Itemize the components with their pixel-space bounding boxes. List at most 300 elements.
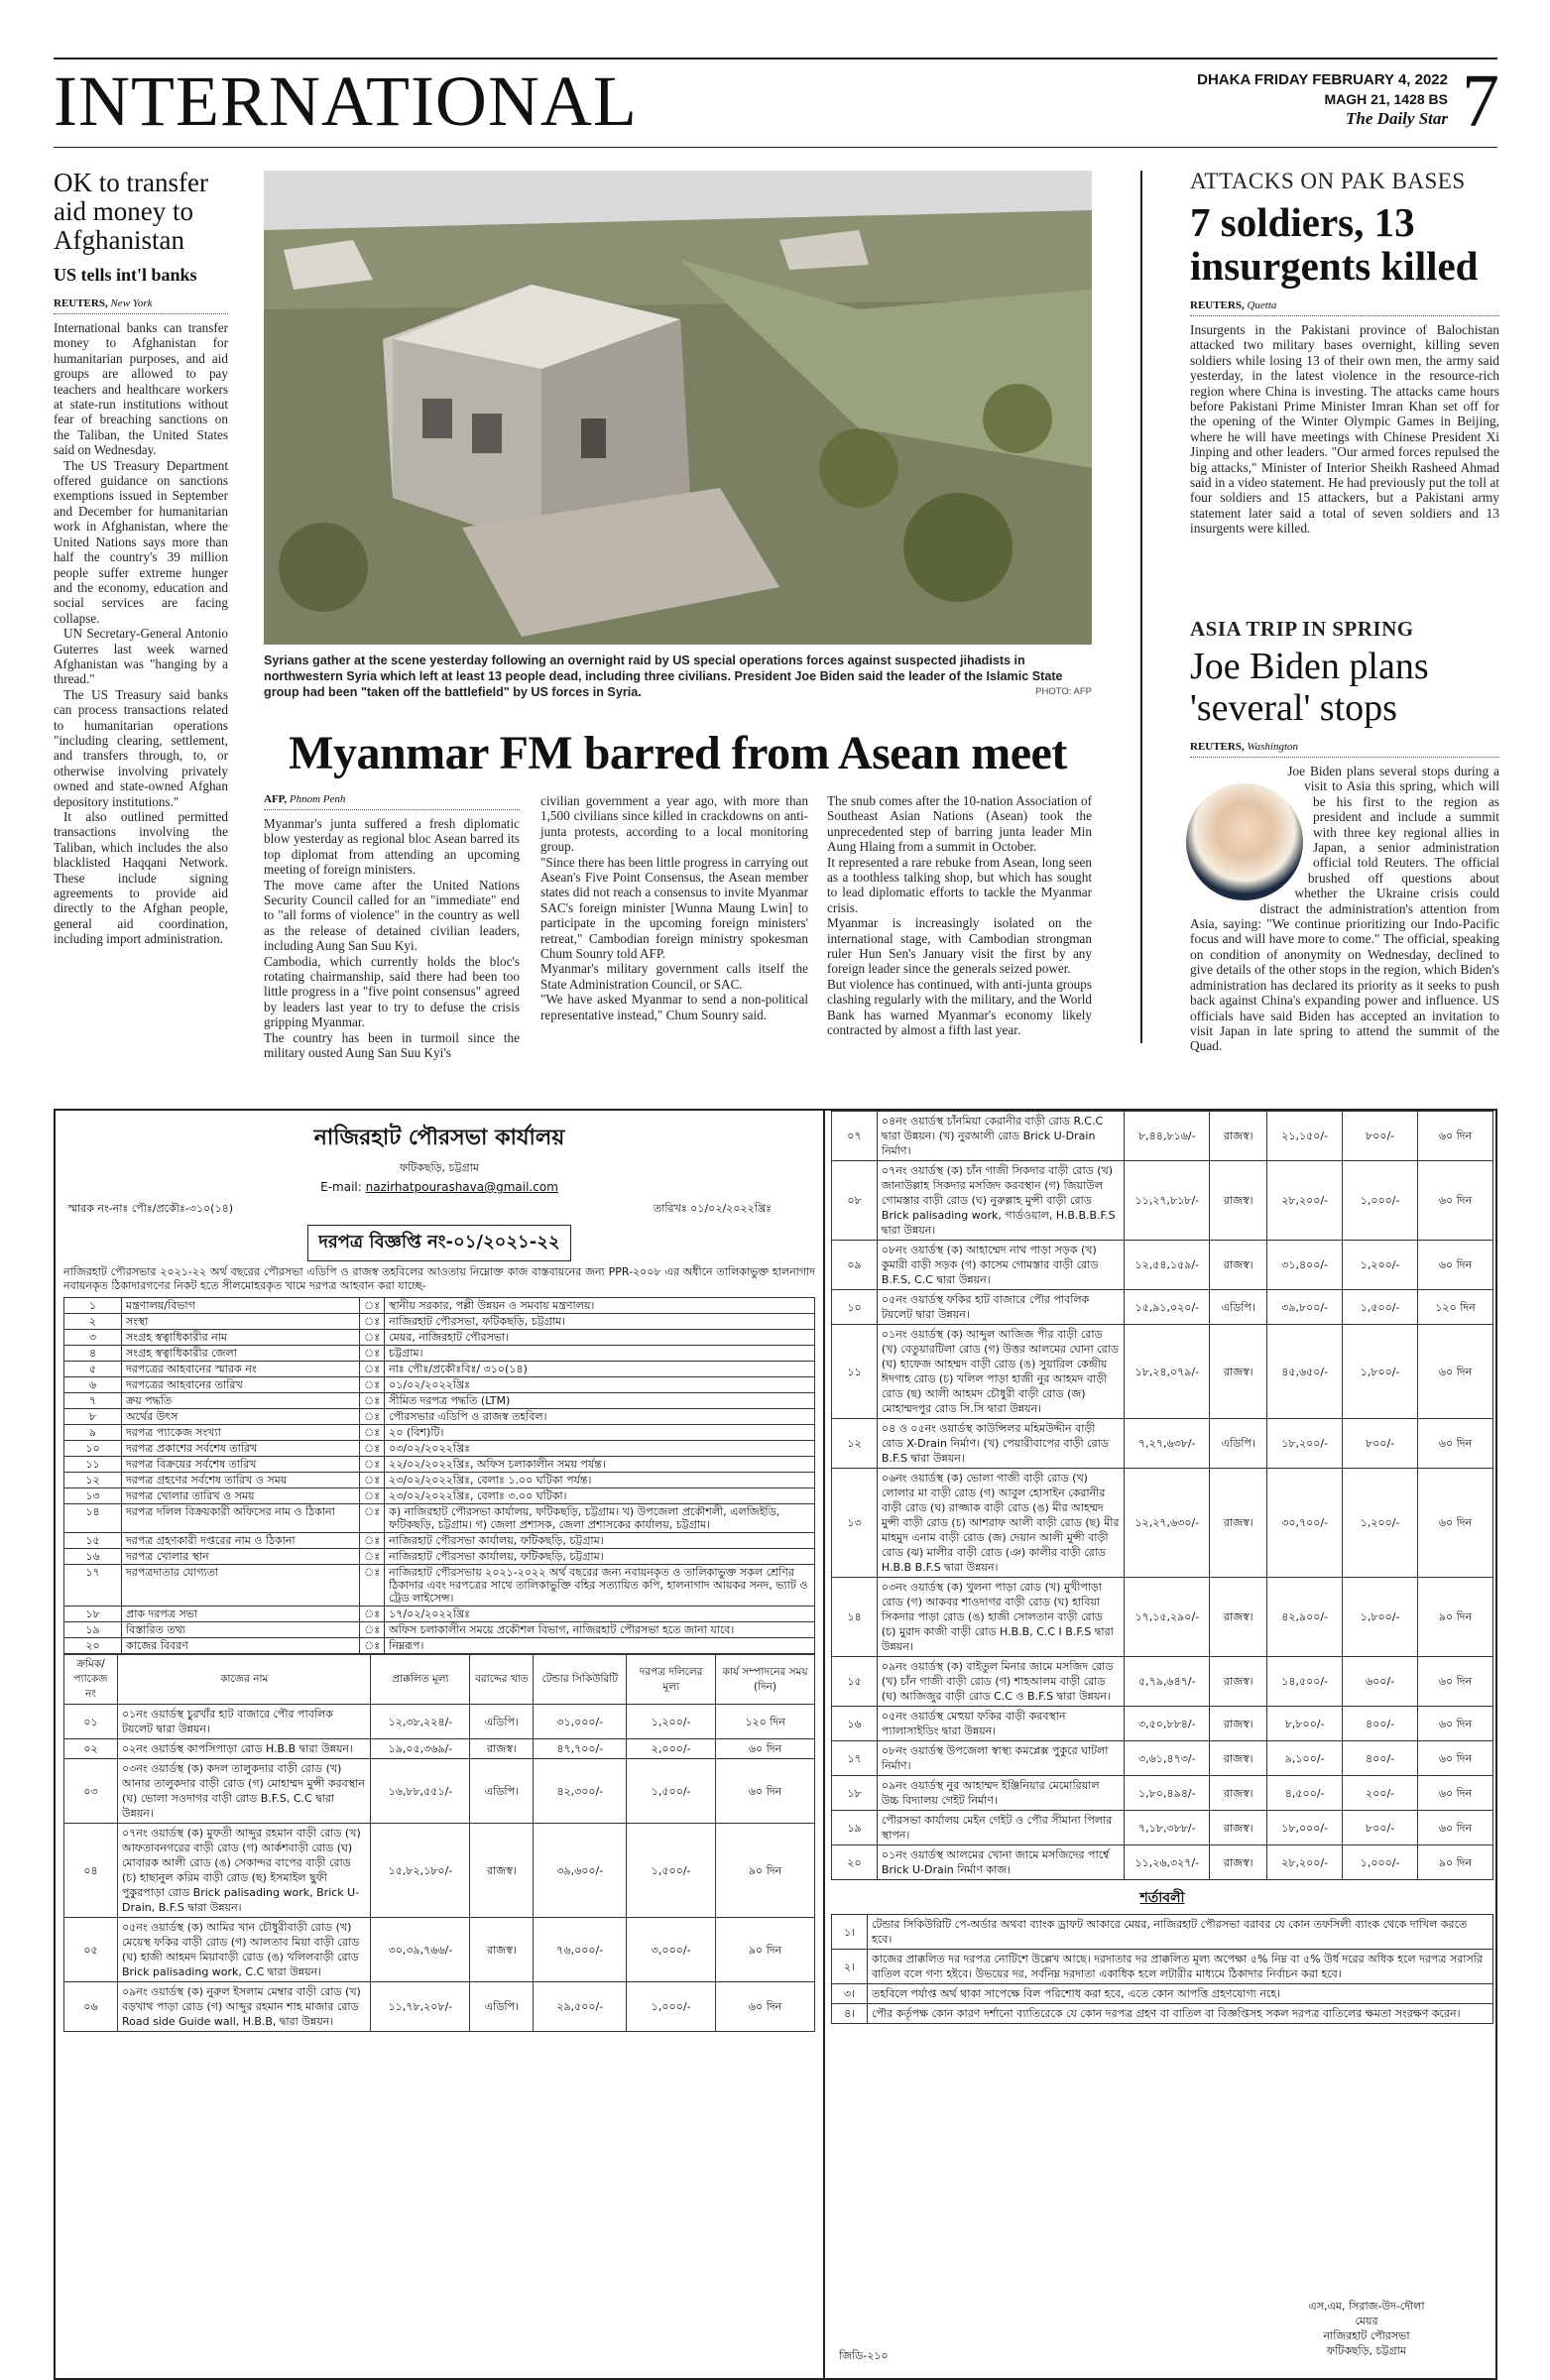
work-cost: ১৯,০৫,৩৬৯/-: [371, 1739, 470, 1759]
work-security: ৩১,০০০/-: [534, 1705, 627, 1739]
info-number: ১৩: [64, 1488, 122, 1504]
info-row: [64, 1622, 815, 1638]
work-days: ৬০ দিন: [1418, 1776, 1493, 1811]
work-doc-price: ৪০০/-: [1343, 1707, 1418, 1741]
work-fund: রাজস্ব।: [1210, 1325, 1267, 1419]
pak-place: Quetta: [1247, 299, 1277, 311]
work-row: [64, 1824, 815, 1918]
info-row: [64, 1606, 815, 1622]
info-key: দরপত্র গ্রহণকারী দপ্তরের নাম ও ঠিকানা: [122, 1533, 360, 1549]
afghan-byline: [54, 298, 228, 314]
info-row: [64, 1393, 815, 1409]
info-number: ১: [64, 1298, 122, 1314]
info-separator: ঃ: [360, 1441, 385, 1457]
work-name: ০৬নং ওয়ার্ডস্থ (ক) ভোলা গাজী বাড়ী রোড (খ) লোলার মা বাড়ী রোড (গ) আবুল হোসাইন কেরানীর বাড়ী রোড (ঘ) রাজ্জাক বাড়ী রোড (ঙ) মীর আহম্মদ মুন্সী বাড়ী রোড (চ) আশরাফ আলী বাড়ী রোড (ছ) মীর মাহমুদ এনাম বাড়ী রোড (জ) দেয়ান আলী মুন্সী বাড়ী রোড (ঝ) মালীর বাড়ী রোড (ঞ) কালীর বাড়ী রোড H.B.B B.F.S দ্বারা উন্নয়ন।: [877, 1469, 1124, 1578]
info-number: ১৯: [64, 1622, 122, 1638]
work-security: ৩১,৪০০/-: [1267, 1241, 1343, 1290]
work-fund: রাজস্ব।: [1210, 1707, 1267, 1741]
work-cost: ৩,৬১,৪৭৩/-: [1125, 1741, 1210, 1776]
info-separator: ঃ: [360, 1504, 385, 1533]
work-doc-price: ৩,০০০/-: [627, 1918, 716, 1982]
info-key: অর্থের উৎস: [122, 1409, 360, 1425]
work-days: ৬০ দিন: [1418, 1657, 1493, 1707]
tender-title: দরপত্র বিজ্ঞপ্তি নং-০১/২০২১-২২: [307, 1225, 570, 1261]
memo-line: [67, 1200, 811, 1219]
work-days: ১২০ দিন: [716, 1705, 815, 1739]
info-key: দরপত্র বিক্রয়ের সর্বশেষ তারিখ: [122, 1457, 360, 1473]
info-number: ২: [64, 1314, 122, 1330]
work-security: ১৪,৫০০/-: [1267, 1657, 1343, 1707]
work-row: [832, 1657, 1493, 1707]
info-number: ৮: [64, 1409, 122, 1425]
work-fund: রাজস্ব।: [1210, 1811, 1267, 1845]
myanmar-col1-text: Myanmar's junta suffered a fresh diplomatic blow yesterday as regional bloc Asean barred its top diplomat from attending an upcoming meeting of foreign ministers. The move came after the United Nations Security Council called for an "immediate" end to "all forms of violence" in the country as well as the release of detained civilian leaders, including Aung San Suu Kyi. Cambodia, which currently holds the bloc's rotating chairmanship, said there had been too little progress in a "five point consensus" agreed by leaders last year to try to defuse the crisis gripping Myanmar. The country has been in turmoil since the military ousted Aung San Suu Kyi's: [264, 816, 520, 1061]
info-value: সীমিত দরপত্র পদ্ধতি (LTM): [385, 1393, 815, 1409]
info-row: [64, 1549, 815, 1565]
afghan-p4: The US Treasury said banks can process transactions related to humanitarian operations "including clearing, settlement, and transfers through, to, or otherwise involving privately owned and state-owned Afghan depository institutions.": [54, 686, 228, 809]
work-days: ৯০ দিন: [716, 1918, 815, 1982]
work-fund: রাজস্ব।: [1210, 1578, 1267, 1657]
info-separator: ঃ: [360, 1346, 385, 1362]
afghan-subhead: US tells int'l banks: [54, 265, 197, 285]
myanmar-col3: [827, 793, 1092, 1051]
info-value: ০৩/০২/২০২২খ্রিঃ: [385, 1441, 815, 1457]
info-separator: ঃ: [360, 1457, 385, 1473]
info-value: নাজিরহাট পৌরসভা, ফটিকছড়ি, চট্টগ্রাম।: [385, 1314, 815, 1330]
info-row: [64, 1473, 815, 1488]
term-text: পৌর কর্তৃপক্ষ কোন কারণ দর্শানো ব্যাতিরেকে যে কোন দরপত্র গ্রহণ বা বাতিল বা বিজ্ঞপ্তিসহ সকল দরপত্র বাতিলের ক্ষমতা সংরক্ষণ করেন।: [868, 2004, 1493, 2024]
info-value: নাজিরহাট পৌরসভা কার্যালয়, ফটিকছড়ি, চট্টগ্রাম।: [385, 1549, 815, 1565]
work-security: ৪,৫০০/-: [1267, 1776, 1343, 1811]
work-row: [832, 1241, 1493, 1290]
work-number: ০৩: [64, 1759, 118, 1824]
afghan-p3: UN Secretary-General Antonio Guterres last week warned Afghanistan was "hanging by a thread.": [54, 626, 228, 687]
syria-raid-photo: [264, 171, 1092, 645]
info-value: স্থানীয় সরকার, পল্লী উন্নয়ন ও সমবায় মন্ত্রণালয়।: [385, 1298, 815, 1314]
work-doc-price: ১,৫০০/-: [627, 1759, 716, 1824]
work-row: [832, 1419, 1493, 1469]
work-doc-price: ১,০০০/-: [1343, 1161, 1418, 1241]
info-value: ২৩/০২/২০২২খ্রিঃ, বেলাঃ ৩.০০ ঘটিকা।: [385, 1488, 815, 1504]
biden-headline: Joe Biden plans 'several' stops: [1190, 646, 1429, 729]
tender-notice: [54, 1109, 1497, 2380]
work-number: ০৫: [64, 1918, 118, 1982]
work-doc-price: ১,৫০০/-: [1343, 1290, 1418, 1325]
work-row: [64, 1982, 815, 2032]
info-key: দরপত্র গ্রহণের সর্বশেষ তারিখ ও সময়: [122, 1473, 360, 1488]
work-doc-price: ৮০০/-: [1343, 1811, 1418, 1845]
info-separator: ঃ: [360, 1473, 385, 1488]
pak-kicker: ATTACKS ON PAK BASES: [1190, 169, 1466, 193]
work-security: ১৮,০০০/-: [1267, 1811, 1343, 1845]
section-title: INTERNATIONAL: [54, 61, 638, 141]
work-days: ৬০ দিন: [1418, 1707, 1493, 1741]
work-cost: ১২,৩৮,২২৪/-: [371, 1705, 470, 1739]
info-value: ২০ (বিশ)টি।: [385, 1425, 815, 1441]
info-number: ৪: [64, 1346, 122, 1362]
work-name: ০৮নং ওয়ার্ডস্থ (ক) আহাম্মেদ নাথ পাড়া সড়ক (খ) কুমারী বাড়ী সড়ক (গ) কাসেম গোমস্তার বাড়ী রোড B.F.S, C.C দ্বারা উন্নয়ন।: [877, 1241, 1124, 1290]
info-row: [64, 1488, 815, 1504]
dateline: DHAKA FRIDAY FEBRUARY 4, 2022: [1197, 71, 1448, 88]
info-key: দরপত্র দলিল বিক্রয়কারী অফিসের নাম ও ঠিকানা: [122, 1504, 360, 1533]
work-fund: এডিপি।: [1210, 1419, 1267, 1469]
work-name: ০৪ ও ০৫নং ওয়ার্ডস্থ কাউন্সিলর মহিমউদ্দীন বাড়ী রোড X-Drain নির্মাণ। (খ) পেয়ারীবাপের বাড়ী রোড B.F.S দ্বারা উন্নয়ন।: [877, 1419, 1124, 1469]
info-number: ১৫: [64, 1533, 122, 1549]
work-security: ২৯,৫০০/-: [534, 1982, 627, 2032]
info-separator: ঃ: [360, 1488, 385, 1504]
work-row: [64, 1739, 815, 1759]
work-doc-price: ১,২০০/-: [1343, 1241, 1418, 1290]
work-cost: ১৫,৮২,১৮০/-: [371, 1824, 470, 1918]
work-name: ০৩নং ওয়ার্ডস্থ (ক) কদল তালুকদার বাড়ী রোড (খ) আনার তালুকদার বাড়ী রোড (গ) মোহাম্মদ মুন্সী করবস্থান (ঘ) ভোলা সওদাগর বাড়ী রোড B.F.S, C.C দ্বারা উন্নয়ন।: [117, 1759, 371, 1824]
work-fund: রাজস্ব।: [1210, 1845, 1267, 1880]
work-days: ৬০ দিন: [1418, 1469, 1493, 1578]
info-separator: ঃ: [360, 1533, 385, 1549]
term-row: [832, 1950, 1493, 1984]
info-value: অফিস চলাকালীন সময়ে প্রকৌশল বিভাগ, নাজিরহাট পৌরসভা হতে জানা যাবে।: [385, 1622, 815, 1638]
work-number: ১০: [832, 1290, 878, 1325]
works-header: কার্য সম্পাদনের সময় (দিন): [716, 1655, 815, 1705]
info-number: ১২: [64, 1473, 122, 1488]
work-days: ৬০ দিন: [1418, 1241, 1493, 1290]
work-row: [832, 1290, 1493, 1325]
info-value: নাজিরহাট পৌরসভা কার্যালয়, ফটিকছড়ি, চট্টগ্রাম।: [385, 1533, 815, 1549]
myanmar-agency: AFP,: [264, 793, 288, 805]
work-cost: ৫,৭৯,৬৪৭/-: [1125, 1657, 1210, 1707]
bangla-date: MAGH 21, 1428 BS: [1324, 91, 1448, 107]
work-fund: রাজস্ব।: [470, 1918, 534, 1982]
info-value: নাঃ পৌঃ/প্রকৌঃবিঃ/ ৩১০(১৪): [385, 1362, 815, 1377]
info-value: ২৩/০২/২০২২খ্রিঃ, বেলাঃ ১.০০ ঘটিকা পর্যন্ত।: [385, 1473, 815, 1488]
pak-headline: 7 soldiers, 13 insurgents killed: [1190, 199, 1479, 289]
works-header: প্রাক্কলিত মূল্য: [371, 1655, 470, 1705]
myanmar-col2-text: civilian government a year ago, with more than 1,500 civilians since killed in crackdowns on anti-junta protests, according to a local monitoring group. "Since there has been little progress in carrying out Asean's Five Point Consensus, the Asean member states did not reach a consensus to invite Myanmar SAC's foreign minister [Wunna Maung Lwin] to participate in the upcoming foreign ministers' retreat," Cambodian foreign ministry spokesman Chum Sounry told AFP. Myanmar's military government calls itself the State Administration Council, or SAC. "We have asked Myanmar to send a non-political representative instead," Chum Sounry said.: [540, 793, 808, 1022]
work-doc-price: ১,৮০০/-: [1343, 1325, 1418, 1419]
work-doc-price: ৪০০/-: [1343, 1741, 1418, 1776]
work-doc-price: ১,২০০/-: [627, 1705, 716, 1739]
work-doc-price: ৮০০/-: [1343, 1112, 1418, 1161]
info-separator: ঃ: [360, 1314, 385, 1330]
term-text: কাজের প্রাক্কলিত দর দরপত্র নোটিশে উল্লেখ আছে। দরদাতার দর প্রাক্কলিত মূল্য অপেক্ষা ৫% নিম্ন বা ৫% উর্ধ দরের অধিক হলে দরপত্র সরাসরি বাতিল বলে গণ্য হইবে। উভয়ের দর, সর্বনিম্ন দরদাতা একাধিক হলে লটারীর মাধ্যমে ঠিকাদার নির্বাচন করা হবে।: [868, 1950, 1493, 1984]
works-header: দরপত্র দলিলের মূল্য: [627, 1655, 716, 1705]
work-doc-price: ২,০০০/-: [627, 1739, 716, 1759]
right-column-rule: [1140, 171, 1142, 1043]
works-header: টেন্ডার সিকিউরিটি: [534, 1655, 627, 1705]
work-doc-price: ১,০০০/-: [1343, 1845, 1418, 1880]
work-days: ৬০ দিন: [716, 1982, 815, 2032]
info-number: ১৬: [64, 1549, 122, 1565]
work-number: ০১: [64, 1705, 118, 1739]
info-number: ১৮: [64, 1606, 122, 1622]
work-name: ০৫নং ওয়ার্ডস্থ ফকির হাট বাজারে পৌর পাবলিক টয়লেট দ্বারা উন্নয়ন।: [877, 1290, 1124, 1325]
biden-portrait: [1186, 783, 1303, 900]
afghan-p1: International banks can transfer money to Afghanistan for humanitarian purposes, and aid groups are allowed to pay teachers and healthcare workers at state-run institutions without fear of breaching sanctions on the Taliban, the United States said on Wednesday.: [54, 320, 228, 458]
info-row: [64, 1377, 815, 1393]
work-name: ০১নং ওয়ার্ডস্থ চুরখাঁর হাট বাজারে পৌর পাবলিক টয়লেট দ্বারা উন্নয়ন।: [117, 1705, 371, 1739]
tender-email-line: [63, 1180, 815, 1194]
work-row: [832, 1112, 1493, 1161]
work-fund: রাজস্ব।: [1210, 1112, 1267, 1161]
photo-caption: Syrians gather at the scene yesterday following an overnight raid by US special operations forces against suspected jihadists in northwestern Syria which left at least 13 people dead, including three civilians. President Joe Biden said the leader of the Islamic State group had been "taken off the battlefield" by US forces in Syria.: [264, 654, 1063, 699]
work-doc-price: ২০০/-: [1343, 1776, 1418, 1811]
work-number: ১২: [832, 1419, 878, 1469]
work-days: ৬০ দিন: [1418, 1419, 1493, 1469]
work-cost: ১১,২৭,৮১৮/-: [1125, 1161, 1210, 1241]
work-fund: রাজস্ব।: [470, 1739, 534, 1759]
info-value: ২২/০২/২০২২খ্রিঃ, অফিস চলাকালীন সময় পর্যন্ত।: [385, 1457, 815, 1473]
info-row: [64, 1330, 815, 1346]
work-security: ৪৭,৭০০/-: [534, 1739, 627, 1759]
work-cost: ১৭,১৫,২৯০/-: [1125, 1578, 1210, 1657]
work-cost: ১৫,৯১,০২০/-: [1125, 1290, 1210, 1325]
signer-office: নাজিরহাট পৌরসভা: [1323, 2329, 1410, 2342]
info-row: [64, 1425, 815, 1441]
paper-logo: The Daily Star: [1346, 109, 1448, 128]
work-number: ১৮: [832, 1776, 878, 1811]
tender-divider: [823, 1111, 825, 2378]
info-number: ৬: [64, 1377, 122, 1393]
work-cost: ১৮,২৪,০৭৯/-: [1125, 1325, 1210, 1419]
work-row: [832, 1325, 1493, 1419]
biden-place: Washington: [1247, 741, 1299, 753]
work-security: ৩৯,৬০০/-: [534, 1824, 627, 1918]
info-row: [64, 1638, 815, 1654]
tender-info-table: [63, 1297, 815, 1654]
info-number: ৭: [64, 1393, 122, 1409]
work-security: ২৮,২০০/-: [1267, 1161, 1343, 1241]
work-cost: ১৬,৮৮,৫৫১/-: [371, 1759, 470, 1824]
myanmar-place: Phnom Penh: [289, 793, 346, 805]
work-number: ১৭: [832, 1741, 878, 1776]
afghan-story: [54, 169, 228, 1031]
tender-right: [831, 1111, 1493, 2374]
work-row: [832, 1811, 1493, 1845]
biden-body: Joe Biden plans several stops during a visit to Asia this spring, which will be his first to the region as president and include a summit with three key regional allies in Japan, a senior administration official told Reuters. The official brushed off questions about whether the Ukraine crisis could distract the administration's attention from Asia, saying: "We continue prioritizing our Indo-Pacific focus and will have more to come." The official, speaking on condition of anonymity on Wednesday, declined to give details of the other stops in the region, which Biden's administration has declared its priority as it seeks to push back against China's expanding power and influence. US officials have said Biden has accepted an invitation to visit Japan in late spring to attend the summit of the Quad.: [1190, 764, 1499, 1054]
work-name: ০৯নং ওয়ার্ডস্থ (ক) বাইতুল মিনার জামে মসজিদ রোড (খ) চাঁন গাজী বাড়ী রোড (গ) শাহআলম বাড়ী রোড (ঘ) আজিজুর বাড়ী রোড C.C ও B.F.S দ্বারা উন্নয়ন।: [877, 1657, 1124, 1707]
work-name: ০৪নং ওয়ার্ডস্থ চাঁনমিয়া কেরানীর বাড়ী রোড R.C.C দ্বারা উন্নয়ন। (খ) নুরআলী রোড Brick U-Drain নির্মাণ।: [877, 1112, 1124, 1161]
work-fund: রাজস্ব।: [1210, 1657, 1267, 1707]
terms-table: [831, 1914, 1493, 2024]
info-row: [64, 1314, 815, 1330]
info-key: ক্রয় পদ্ধতি: [122, 1393, 360, 1409]
work-row: [832, 1469, 1493, 1578]
work-name: ০১নং ওয়ার্ডস্থ (ক) আব্দুল আজিজ পীর বাড়ী রোড (খ) বেতুয়ারটিলা রোড (গ) উত্তর আলমের ঘোনা রোড (ঘ) হাফেজ আহম্মদ বাড়ী রোড (ঙ) সুয়ারিল কেন্দ্রীয় ঈদগাহ রোড (চ) খলিল পাড়া হাজী নুর আহমদ বাড়ী রোড (ছ) আলী আহমদ চৌধুরী বাড়ী রোড (জ) মোহাম্মদপুর রোড সি.সি দ্বারা উন্নয়ন।: [877, 1325, 1124, 1419]
work-cost: ৩,৫০,৮৮৪/-: [1125, 1707, 1210, 1741]
info-number: ৩: [64, 1330, 122, 1346]
afghan-p5: It also outlined permitted transactions involving the Taliban, which includes the also blacklisted Haqqani Network. These include signing agreements to provide aid directly to the Afghan people, general aid coordination, including import administration.: [54, 809, 228, 947]
signer-name: এস,এম, সিরাজ-উদ-দৌলা: [1308, 2300, 1425, 2313]
tender-office: নাজিরহাট পৌরসভা কার্যালয়: [313, 1126, 565, 1150]
tender-email[interactable]: nazirhatpourashava@gmail.com: [365, 1180, 558, 1194]
work-days: ৬০ দিন: [1418, 1325, 1493, 1419]
info-row: [64, 1362, 815, 1377]
myanmar-col3-text: The snub comes after the 10-nation Association of Southeast Asian Nations (Asean) took the unprecedented step of barring junta leader Min Aung Hlaing from a summit in October. It represented a rare rebuke from Asean, long seen as a toothless talking shop, but which has sought to lead diplomatic efforts to tackle the Myanmar crisis. Myanmar is increasingly isolated on the international stage, with Cambodian strongman ruler Hun Sen's January visit the first by any foreign leader since the generals seized power. But violence has continued, with anti-junta groups clashing regularly with the military, and the World Bank has warned Myanmar's economy likely contracted by almost a fifth last year.: [827, 793, 1092, 1038]
work-security: ২১,১৫০/-: [1267, 1112, 1343, 1161]
work-name: ০১নং ওয়ার্ডস্থ আলমের খোনা জামে মসজিদের পার্শ্বে Brick U-Drain নির্মাণ কাজ।: [877, 1845, 1124, 1880]
term-number: ৩।: [832, 1984, 868, 2004]
works-header: বরাদ্দের খাত: [470, 1655, 534, 1705]
work-days: ৬০ দিন: [1418, 1811, 1493, 1845]
work-name: ০২নং ওয়ার্ডস্থ কাপসিপাড়া রোড H.B.B দ্বারা উন্নয়ন।: [117, 1739, 371, 1759]
info-value: ১৭/০২/২০২২খ্রিঃ: [385, 1606, 815, 1622]
info-key: বিস্তারিত তথ্য: [122, 1622, 360, 1638]
myanmar-col1: [264, 793, 520, 1061]
work-security: ১৮,২০০/-: [1267, 1419, 1343, 1469]
work-doc-price: ১,৫০০/-: [627, 1824, 716, 1918]
info-value: চট্টগ্রাম।: [385, 1346, 815, 1362]
info-separator: ঃ: [360, 1330, 385, 1346]
work-number: ০৭: [832, 1112, 878, 1161]
work-fund: রাজস্ব।: [1210, 1741, 1267, 1776]
work-days: ৬০ দিন: [716, 1739, 815, 1759]
info-row: [64, 1504, 815, 1533]
info-value: নাজিরহাট পৌরসভায় ২০২১-২০২২ অর্থ বছরের জন্য নবায়নকৃত ও তালিকাভুক্ত সকল শ্রেণির ঠিকাদার এবং দরপত্রের সাথে তালিকাভুক্তি বহির সত্যায়িত কপি, হালনাগাদ আয়কর সনদ, ভ্যাট ও ট্রেড লাইসেন্স।: [385, 1565, 815, 1606]
work-doc-price: ১,২০০/-: [1343, 1469, 1418, 1578]
info-row: [64, 1298, 815, 1314]
work-security: ৮,৮০০/-: [1267, 1707, 1343, 1741]
work-security: ৭৬,০০০/-: [534, 1918, 627, 1982]
info-row: [64, 1533, 815, 1549]
work-number: ০৪: [64, 1824, 118, 1918]
pak-body: Insurgents in the Pakistani province of Balochistan attacked two military bases overnight, killing seven soldiers while losing 13 of their own men, the army said yesterday, in the latest violence in the resource-rich region where China is investing. The attacks came hours before Pakistani Prime Minister Imran Khan set off for the opening of the Winter Olympic Games in Beijing, where he will have meetings with Chinese President Xi Jinping and other leaders. "Our armed forces repulsed the big attacks," Minister of Interior Sheikh Rasheed Ahmad said in a video statement. He had previously put the toll at four soldiers and 15 attackers, but a Pakistani army statement later said a total of seven soldiers and 13 insurgents were killed.: [1190, 322, 1499, 536]
work-row: [64, 1759, 815, 1824]
work-security: ৯,১০০/-: [1267, 1741, 1343, 1776]
tender-location: ফটিকছড়ি, চট্টগ্রাম: [400, 1161, 479, 1174]
work-security: ৪২,৩০০/-: [534, 1759, 627, 1824]
work-security: ২৮,২০০/-: [1267, 1845, 1343, 1880]
info-separator: ঃ: [360, 1425, 385, 1441]
afghan-agency: REUTERS,: [54, 298, 108, 309]
work-security: ৪২,৯০০/-: [1267, 1578, 1343, 1657]
work-number: ১৬: [832, 1707, 878, 1741]
info-separator: ঃ: [360, 1549, 385, 1565]
info-key: দরপত্রের আহবানের স্মারক নং: [122, 1362, 360, 1377]
work-security: ৩৯,৮০০/-: [1267, 1290, 1343, 1325]
term-number: ৪।: [832, 2004, 868, 2024]
work-fund: রাজস্ব।: [1210, 1469, 1267, 1578]
work-cost: ১১,২৬,৩২৭/-: [1125, 1845, 1210, 1880]
work-number: ১৪: [832, 1578, 878, 1657]
biden-agency: REUTERS,: [1190, 741, 1245, 753]
info-row: [64, 1409, 815, 1425]
myanmar-headline: Myanmar FM barred from Asean meet: [289, 727, 1067, 779]
work-name: ০৭নং ওয়ার্ডস্থ (ক) চাঁন গাজী সিকদার বাড়ী রোড (খ) জানাউল্লাহ সিকদার মসজিদ করবস্থান (গ) জিয়াউল গোমস্তার বাড়ী রোড (ঘ) নুরুল্লাহ মুন্সী বাড়ী রোড Brick palisading work, গার্ডওয়াল, H.B.B.B.F.S দ্বারা উন্নয়ন।: [877, 1161, 1124, 1241]
work-security: ৩০,৭০০/-: [1267, 1469, 1343, 1578]
work-name: ০৯নং ওয়ার্ডস্থ নুর আহাম্মদ ইঞ্জিনিয়ার মেমোরিয়াল উচ্চ বিদ্যালয় গেইট নির্মাণ।: [877, 1776, 1124, 1811]
work-number: ২০: [832, 1845, 878, 1880]
work-fund: রাজস্ব।: [1210, 1776, 1267, 1811]
term-number: ১।: [832, 1915, 868, 1950]
work-fund: রাজস্ব।: [1210, 1241, 1267, 1290]
info-separator: ঃ: [360, 1638, 385, 1654]
info-key: দরপত্রদাতার যোগ্যতা: [122, 1565, 360, 1606]
work-cost: ১,৮০,৪৯৪/-: [1125, 1776, 1210, 1811]
info-separator: ঃ: [360, 1362, 385, 1377]
info-value: মেয়র, নাজিরহাট পৌরসভা।: [385, 1330, 815, 1346]
afghan-p2: The US Treasury Department offered guidance on sanctions exemptions issued in September and December for humanitarian work in Afghanistan, where the United Nations says more than half the country's 39 million people suffer extreme hunger and the economy, education and social services are facing collapse.: [54, 457, 228, 626]
term-row: [832, 2004, 1493, 2024]
photo-credit: PHOTO: AFP: [1035, 686, 1092, 697]
info-key: কাজের বিবরণ: [122, 1638, 360, 1654]
works-header: ক্রমিক/ প্যাকেজ নং: [64, 1655, 118, 1705]
info-row: [64, 1457, 815, 1473]
work-cost: ৭,২৭,৬৩৮/-: [1125, 1419, 1210, 1469]
work-number: ১৩: [832, 1469, 878, 1578]
masthead-rule: [54, 147, 1497, 148]
work-number: ০৬: [64, 1982, 118, 2032]
work-row: [832, 1741, 1493, 1776]
biden-kicker: ASIA TRIP IN SPRING: [1190, 617, 1414, 641]
work-fund: রাজস্ব।: [1210, 1161, 1267, 1241]
work-doc-price: ৮০০/-: [1343, 1419, 1418, 1469]
work-name: ০৩নং ওয়ার্ডস্থ (ক) খুলনা পাড়া রোড (খ) মুখীপাড়া রোড (গ) আকবর শাওদাগর বাড়ী রোড (ঘ) হাবিয়া সিকদার পাড়া রোড (ঙ) হাজী সোলতান বাড়ী রোড (চ) মুরাদ কাজী বাড়ী রোড H.B.B, C.C I B.F.S দ্বারা উন্নয়ন।: [877, 1578, 1124, 1657]
ad-code: জিডি-২১০: [839, 2349, 889, 2362]
info-separator: ঃ: [360, 1393, 385, 1409]
work-days: ৯০ দিন: [1418, 1845, 1493, 1880]
signer-place: ফটিকছড়ি, চট্টগ্রাম: [1327, 2344, 1406, 2357]
top-rule: [54, 58, 1497, 60]
info-number: ২০: [64, 1638, 122, 1654]
photo-illustration: [264, 171, 1092, 645]
page-number: 7: [1462, 60, 1499, 143]
info-value: ক) নাজিরহাট পৌরসভা কার্যালয়, ফটিকছড়ি, চট্টগ্রাম। খ) উপজেলা প্রকৌশলী, এলজিইডি, ফটিকছড়ি, চট্টগ্রাম। গ) জেলা প্রশাসক, জেলা প্রশাসকের কার্যালয়, চট্টগ্রাম।: [385, 1504, 815, 1533]
info-number: ১১: [64, 1457, 122, 1473]
work-days: ১২০ দিন: [1418, 1290, 1493, 1325]
work-cost: ৩০,৩৯,৭৬৬/-: [371, 1918, 470, 1982]
signature-block: [1257, 2299, 1476, 2358]
work-row: [832, 1578, 1493, 1657]
work-days: ৯০ দিন: [716, 1824, 815, 1918]
work-number: ০২: [64, 1739, 118, 1759]
info-key: দরপত্র প্যাকেজ সংখ্যা: [122, 1425, 360, 1441]
biden-story: [1190, 617, 1499, 1053]
afghan-headline: OK to transfer aid money to Afghanistan: [54, 168, 208, 255]
work-row: [832, 1776, 1493, 1811]
work-fund: রাজস্ব।: [470, 1824, 534, 1918]
info-number: ৯: [64, 1425, 122, 1441]
work-number: ০৮: [832, 1161, 878, 1241]
work-name: ০৫নং ওয়ার্ডস্থ (ক) আমির খান চৌধুরীবাড়ী রোড (খ) মেয়েস্থ ফকির বাড়ী রোড (গ) আলতাব মিয়া বাড়ী রোড (ঘ) হাজী আহমদ মিয়াবাড়ী রোড (ঙ) খলিলবাড়ী রোড Brick palisading work, C.C দ্বারা উন্নয়ন।: [117, 1918, 371, 1982]
work-cost: ১২,২৭,৬৩০/-: [1125, 1469, 1210, 1578]
info-value: ০১/০২/২০২২খ্রিঃ: [385, 1377, 815, 1393]
work-row: [832, 1845, 1493, 1880]
tender-date: তারিখঃ ০১/০২/২০২২খ্রিঃ: [653, 1202, 772, 1215]
info-key: দরপত্র খোলার স্থান: [122, 1549, 360, 1565]
work-doc-price: ১,৮০০/-: [1343, 1578, 1418, 1657]
myanmar-byline: [264, 793, 520, 810]
term-number: ২।: [832, 1950, 868, 1984]
work-cost: ৮,৪৪,৮১৬/-: [1125, 1112, 1210, 1161]
work-name: ০৮নং ওয়ার্ডস্থ উপজেলা স্বাস্থ্য কমপ্লেক্স পুকুরে ঘাটলা নির্মাণ।: [877, 1741, 1124, 1776]
tender-left: [63, 1119, 815, 2370]
work-number: ১৫: [832, 1657, 878, 1707]
work-row: [64, 1918, 815, 1982]
info-separator: ঃ: [360, 1622, 385, 1638]
pak-agency: REUTERS,: [1190, 299, 1245, 311]
work-cost: ৭,১৮,৩৮৮/-: [1125, 1811, 1210, 1845]
info-key: দরপত্রের আহবানের তারিখ: [122, 1377, 360, 1393]
info-value: নিম্নরূপ।: [385, 1638, 815, 1654]
work-row: [64, 1705, 815, 1739]
info-separator: ঃ: [360, 1298, 385, 1314]
work-name: ০৯নং ওয়ার্ডস্থ (ক) নুরুল ইসলাম মেম্বার বাড়ী রোড (খ) বড়খাথ পাড়া রোড (গ) আব্দুর রহমান শাহ মাজার রোড Road side Guide wall, H.B.B, দ্বারা উন্নয়ন।: [117, 1982, 371, 2032]
works-table-left: [63, 1654, 815, 2032]
work-number: ১৯: [832, 1811, 878, 1845]
info-key: সংগ্রহ স্বত্বাধিকারীর নাম: [122, 1330, 360, 1346]
work-name: পৌরসভা কার্যালয় মেইন গেইট ও পৌর সীমানা পিলার স্থাপন।: [877, 1811, 1124, 1845]
pak-byline: [1190, 299, 1499, 316]
info-row: [64, 1441, 815, 1457]
